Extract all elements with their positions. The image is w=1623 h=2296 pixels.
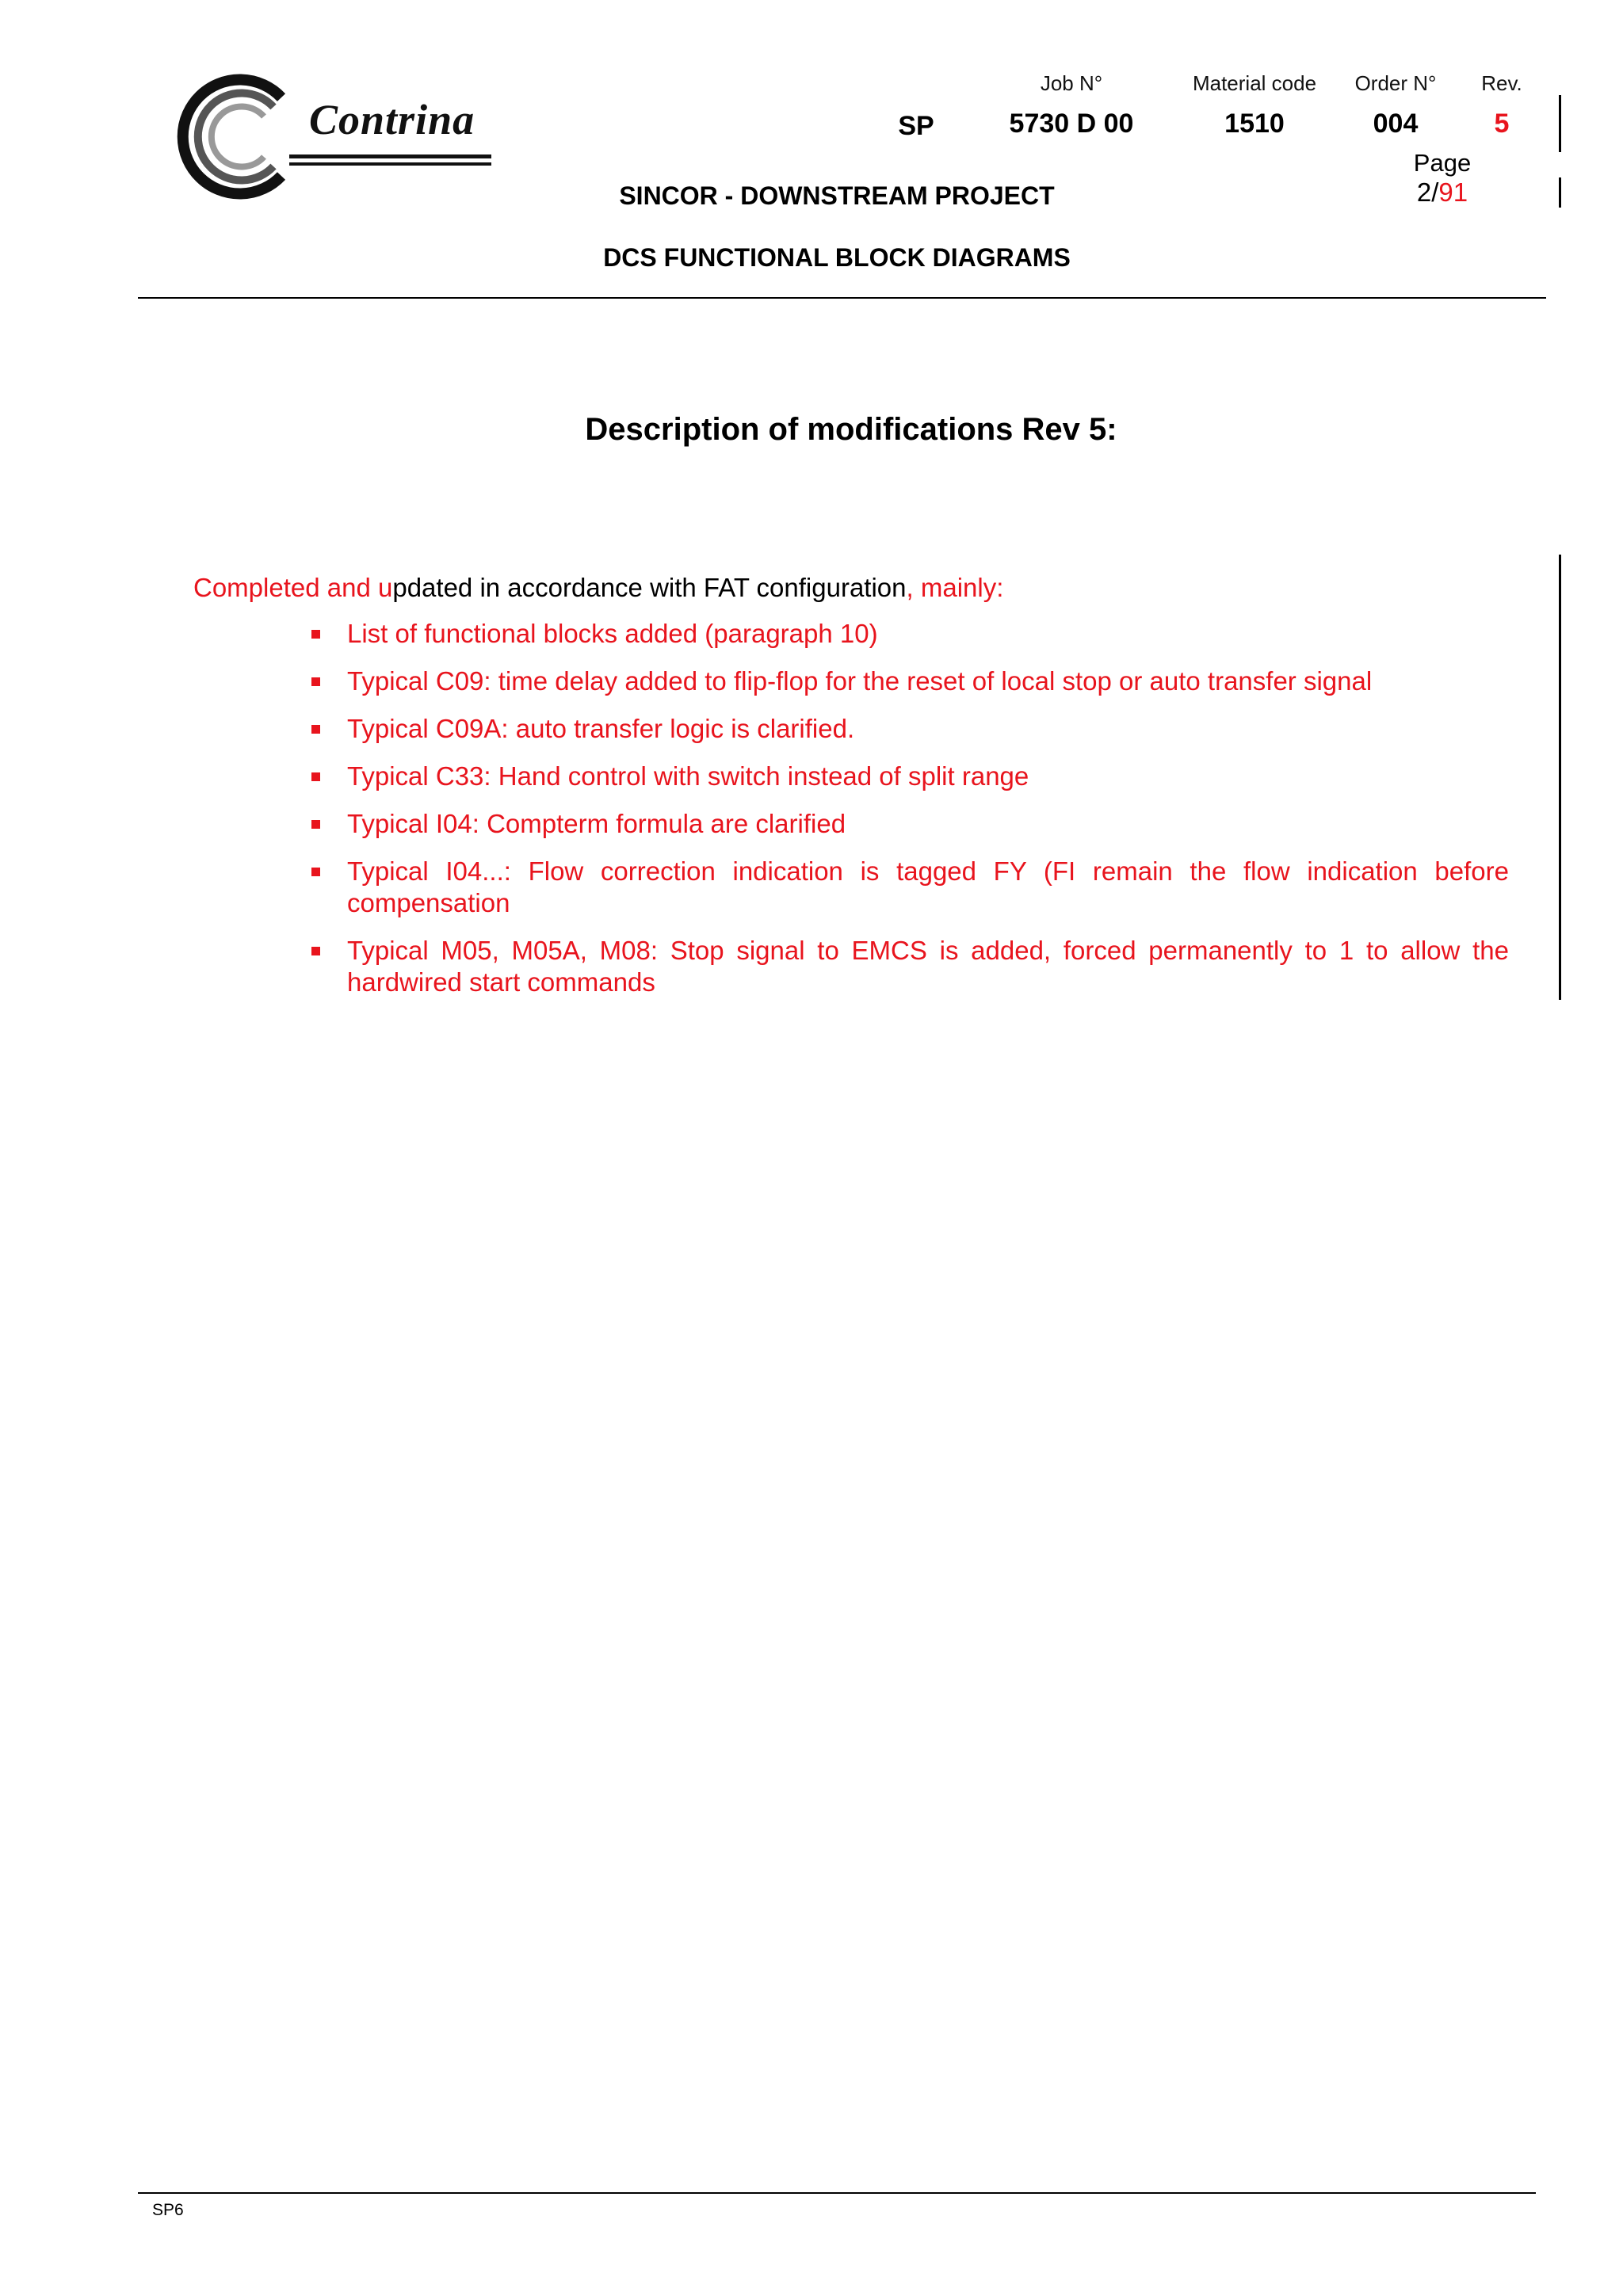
- revision-mark-bar: [1559, 95, 1561, 152]
- order-number-value: 004: [1373, 109, 1419, 139]
- modifications-list: [307, 618, 1509, 1014]
- bullet-square-icon: [311, 820, 320, 829]
- bullet-square-icon: [311, 868, 320, 876]
- footer-divider: [138, 2192, 1536, 2194]
- page-current: 2/: [1416, 177, 1439, 207]
- document-type-sp: SP: [898, 111, 934, 141]
- logo-underline: [289, 154, 491, 158]
- list-item: Typical M05, M05A, M08: Stop signal to EMCS is added, forced permanently to 1 to allow the hardwired start commands: [307, 935, 1509, 998]
- revision-mark-bar: [1559, 555, 1561, 1000]
- list-item: Typical I04...: Flow correction indication is tagged FY (FI remain the flow indication before compensation: [307, 856, 1509, 919]
- intro-part-original: pdated in accordance with FAT configuration: [392, 573, 907, 602]
- intro-part-added: , mainly:: [906, 573, 1004, 602]
- revision-label: Rev.: [1481, 71, 1522, 95]
- material-code-label: Material code: [1192, 71, 1317, 95]
- revision-value: 5: [1494, 109, 1510, 139]
- job-number-label: Job N°: [1040, 71, 1103, 95]
- document-title: DCS FUNCTIONAL BLOCK DIAGRAMS: [603, 243, 1071, 272]
- bullet-square-icon: [311, 947, 320, 955]
- contrina-c-logo-icon: [162, 67, 305, 206]
- job-number-value: 5730 D 00: [1009, 109, 1134, 139]
- order-number-label: Order N°: [1354, 71, 1437, 95]
- intro-part-changed: Completed and u: [193, 573, 393, 602]
- list-item: Typical C09: time delay added to flip-flop for the reset of local stop or auto transfer signal: [307, 666, 1509, 697]
- list-item: Typical C33: Hand control with switch instead of split range: [307, 761, 1509, 792]
- page-total: 91: [1438, 177, 1468, 207]
- bullet-square-icon: [311, 725, 320, 734]
- revision-mark-bar: [1559, 177, 1561, 208]
- bullet-square-icon: [311, 630, 320, 639]
- bullet-square-icon: [311, 677, 320, 686]
- page-number: [1417, 177, 1468, 208]
- bullet-square-icon: [311, 772, 320, 781]
- list-item: Typical I04: Compterm formula are clarified: [307, 808, 1509, 840]
- material-code-value: 1510: [1224, 109, 1285, 139]
- modifications-heading: Description of modifications Rev 5:: [585, 412, 1117, 447]
- logo-wordmark: Contrina: [309, 96, 475, 143]
- list-item: Typical C09A: auto transfer logic is clarified.: [307, 713, 1509, 745]
- logo-underline-2: [289, 162, 491, 166]
- modifications-intro: [193, 573, 1509, 603]
- list-item: List of functional blocks added (paragraph 10): [307, 618, 1509, 650]
- header-divider: [138, 297, 1546, 299]
- company-logo: [162, 67, 495, 206]
- page-label: Page: [1413, 149, 1472, 177]
- project-title: SINCOR - DOWNSTREAM PROJECT: [619, 181, 1055, 210]
- footer-form-code: SP6: [152, 2201, 184, 2219]
